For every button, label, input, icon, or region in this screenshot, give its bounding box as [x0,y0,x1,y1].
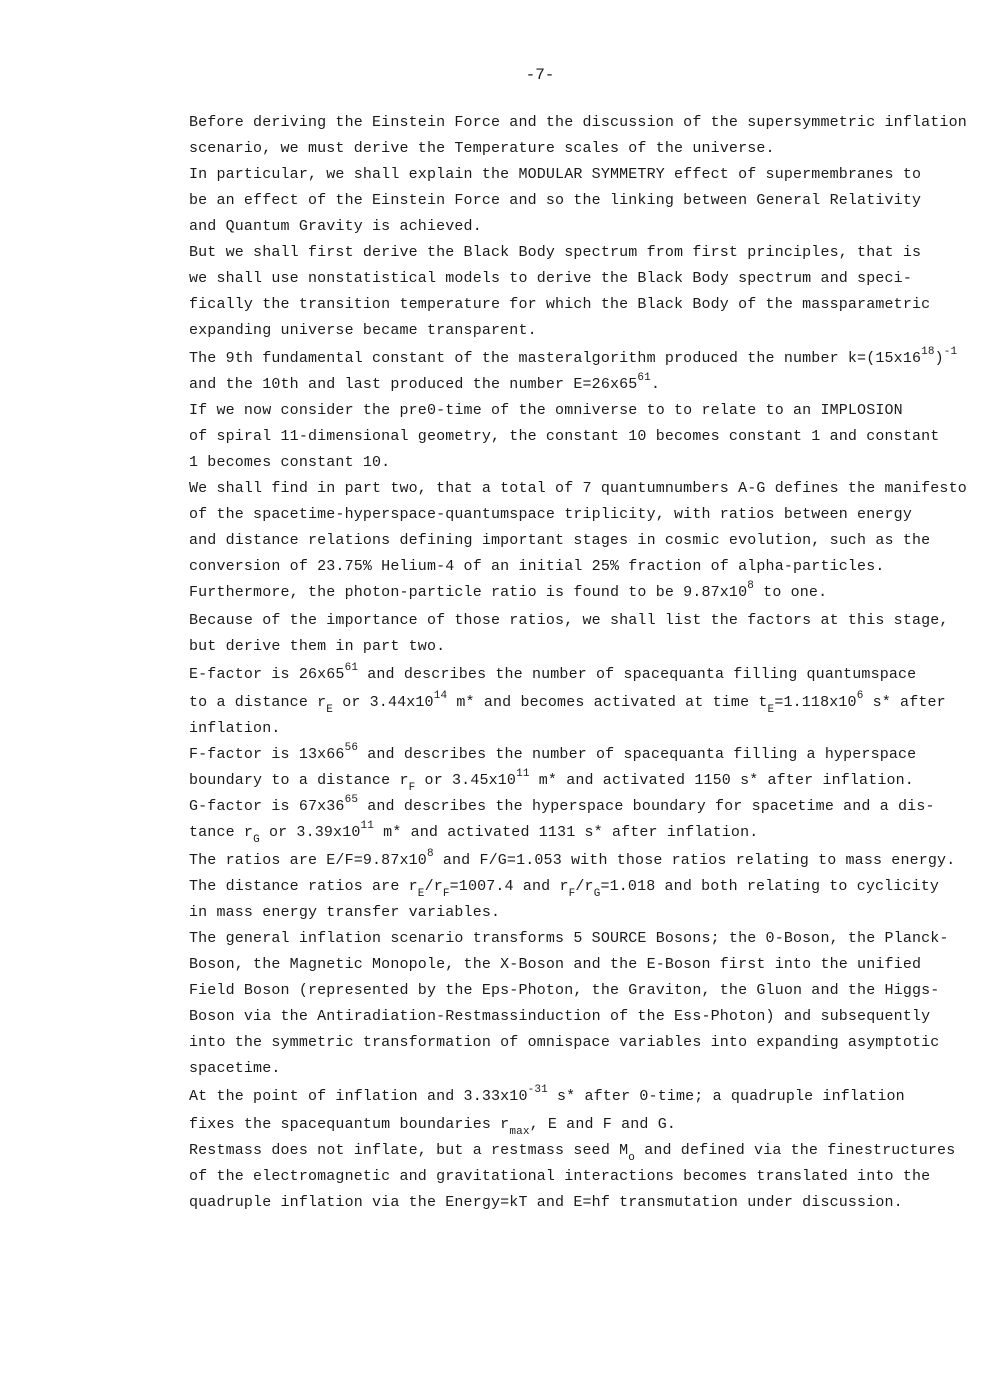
text-run: /r [575,878,594,895]
text-run: m* and activated 1150 s* after inflation. [529,772,914,789]
text-run: =1.018 and both relating to cyclicity [600,878,940,895]
text-run: boundary to a distance r [189,772,409,789]
text-line [189,270,912,288]
text-run: or 3.45x10 [415,772,517,789]
text-run: tance r [189,824,254,841]
superscript: -1 [943,346,958,358]
text-line [189,218,482,236]
text-line [189,848,956,871]
text-run: =1007.4 and r [449,878,569,895]
text-line [189,878,940,900]
text-run: At the point of inflation and 3.33x10 [189,1088,528,1105]
text-line [189,454,390,472]
text-line [189,1060,281,1078]
text-run: We shall find in part two, that a total of 7 quantumnumbers A-G defines the manifesto [189,480,967,497]
text-run: Restmass does not inflate, but a restmass seed M [189,1142,629,1159]
text-run: F-factor is 13x66 [189,746,345,763]
text-run: to a distance r [189,694,327,711]
text-run: inflation. [189,720,281,737]
superscript: 6 [856,690,864,702]
subscript: F [408,782,416,794]
text-line [189,402,903,420]
text-run: In particular, we shall explain the MODULAR SYMMETRY effect of supermembranes to [189,166,922,183]
text-line [189,114,967,132]
subscript: max [509,1126,530,1138]
text-run: =1.118x10 [774,694,857,711]
text-run: Because of the importance of those ratios, we shall list the factors at this stage, [189,612,949,629]
text-line [189,690,946,716]
text-line [189,930,949,948]
text-line [189,372,661,395]
text-run: or 3.39x10 [259,824,361,841]
text-run: quadruple inflation via the Energy=kT and E=hf transmutation under discussion. [189,1194,903,1211]
text-run: Boson, the Magnetic Monopole, the X-Boson and the E-Boson first into the unified [189,956,922,973]
text-run: spacetime. [189,1060,281,1077]
text-run: to one. [754,584,828,601]
superscript: 61 [637,372,651,384]
text-run: Furthermore, the photon-particle ratio is found to be 9.87x10 [189,584,748,601]
text-run: ) [934,350,944,367]
text-run: s* after [863,694,946,711]
text-line [189,820,759,846]
text-line [189,1116,677,1138]
text-line [189,1168,930,1186]
subscript: G [253,834,260,846]
text-line [189,1084,905,1107]
text-line [189,480,967,498]
text-line [189,904,500,922]
text-run: into the symmetric transformation of omnispace variables into expanding asymptotic [189,1034,940,1051]
text-run: If we now consider the pre0-time of the omniverse to to relate to an IMPLOSION [189,402,903,419]
text-line [189,768,914,794]
text-line [189,1142,956,1164]
subscript: E [417,888,425,900]
text-run: Boson via the Antiradiation-Restmassinduction of the Ess-Photon) and subsequently [189,1008,931,1025]
text-line [189,662,917,685]
text-line [189,1034,939,1052]
text-line [189,532,930,550]
text-line [189,982,939,1000]
text-run: be an effect of the Einstein Force and so the linking between General Relativity [189,192,922,209]
text-run: Field Boson (represented by the Eps-Photon, the Graviton, the Gluon and the Higgs- [189,982,940,999]
subscript: F [442,888,450,900]
text-run: /r [424,878,443,895]
text-run: in mass energy transfer variables. [189,904,501,921]
text-run: conversion of 23.75% Helium-4 of an initial 25% fraction of alpha-particles. [189,558,885,575]
text-run: . [650,376,661,393]
text-run: Before deriving the Einstein Force and the discussion of the supersymmetric inflation [189,114,967,131]
text-line [189,428,939,446]
text-run: of the electromagnetic and gravitational interactions becomes translated into the [189,1168,931,1185]
text-run: expanding universe became transparent. [189,322,537,339]
text-line [189,1194,903,1212]
text-run: of the spacetime-hyperspace-quantumspace triplicity, with ratios between energy [189,506,912,523]
text-run: and describes the number of spacequanta filling quantumspace [358,666,917,683]
text-run: and describes the number of spacequanta filling a hyperspace [358,746,917,763]
text-run: E-factor is 26x65 [189,666,345,683]
text-line [189,244,921,262]
text-line [189,140,775,158]
text-line [189,558,885,576]
superscript: 8 [747,580,755,592]
text-run: m* and activated 1131 s* after inflation. [374,824,759,841]
text-run: but derive them in part two. [189,638,446,655]
text-line [189,720,281,738]
text-run: 1 becomes constant 10. [189,454,391,471]
subscript: E [326,704,334,716]
superscript: 61 [344,662,359,674]
text-run: and F/G=1.053 with those ratios relating to mass energy. [433,852,956,869]
text-run: and distance relations defining important stages in cosmic evolution, such as the [189,532,931,549]
text-run: and defined via the finestructures [635,1142,956,1159]
text-run: fixes the spacequantum boundaries r [189,1116,510,1133]
superscript: 56 [344,742,359,754]
text-line [189,1008,930,1026]
subscript: F [568,888,576,900]
text-line [189,346,958,369]
text-run: of spiral 11-dimensional geometry, the constant 10 becomes constant 1 and constant [189,428,940,445]
subscript: G [593,888,601,900]
text-run: we shall use nonstatistical models to derive the Black Body spectrum and speci- [189,270,912,287]
text-run: fically the transition temperature for which the Black Body of the massparametric [189,296,931,313]
text-run: s* after 0-time; a quadruple inflation [547,1088,905,1105]
text-line [189,612,949,630]
text-line [189,166,921,184]
superscript: 11 [516,768,530,780]
text-run: scenario, we must derive the Temperature scales of the universe. [189,140,775,157]
text-run: The ratios are E/F=9.87x10 [189,852,427,869]
text-line [189,580,828,603]
text-run: The general inflation scenario transforms 5 SOURCE Bosons; the 0-Boson, the Planck- [189,930,949,947]
superscript: 18 [921,346,935,358]
text-run: or 3.44x10 [333,694,434,711]
text-run: and the 10th and last produced the number E=26x65 [189,376,638,393]
page-number: -7- [525,66,555,84]
text-run: The 9th fundamental constant of the masteralgorithm produced the number k=(15x16 [189,350,922,367]
subscript: o [628,1152,636,1164]
superscript: 65 [344,794,359,806]
text-line [189,794,935,817]
superscript: -31 [527,1084,548,1096]
text-run: G-factor is 67x36 [189,798,345,815]
text-run: m* and becomes activated at time t [447,694,768,711]
text-line [189,742,917,765]
subscript: E [767,704,775,716]
superscript: 8 [426,848,434,860]
text-line [189,638,445,656]
superscript: 11 [360,820,375,832]
text-line [189,322,537,340]
text-run: But we shall first derive the Black Body spectrum from first principles, that is [189,244,922,261]
text-run: , E and F and G. [529,1116,677,1133]
text-line [189,956,921,974]
text-line [189,296,930,314]
text-run: and Quantum Gravity is achieved. [189,218,482,235]
superscript: 14 [433,690,448,702]
text-run: and describes the hyperspace boundary for spacetime and a dis- [358,798,935,815]
text-run: The distance ratios are r [189,878,418,895]
text-line [189,506,912,524]
text-line [189,192,921,210]
